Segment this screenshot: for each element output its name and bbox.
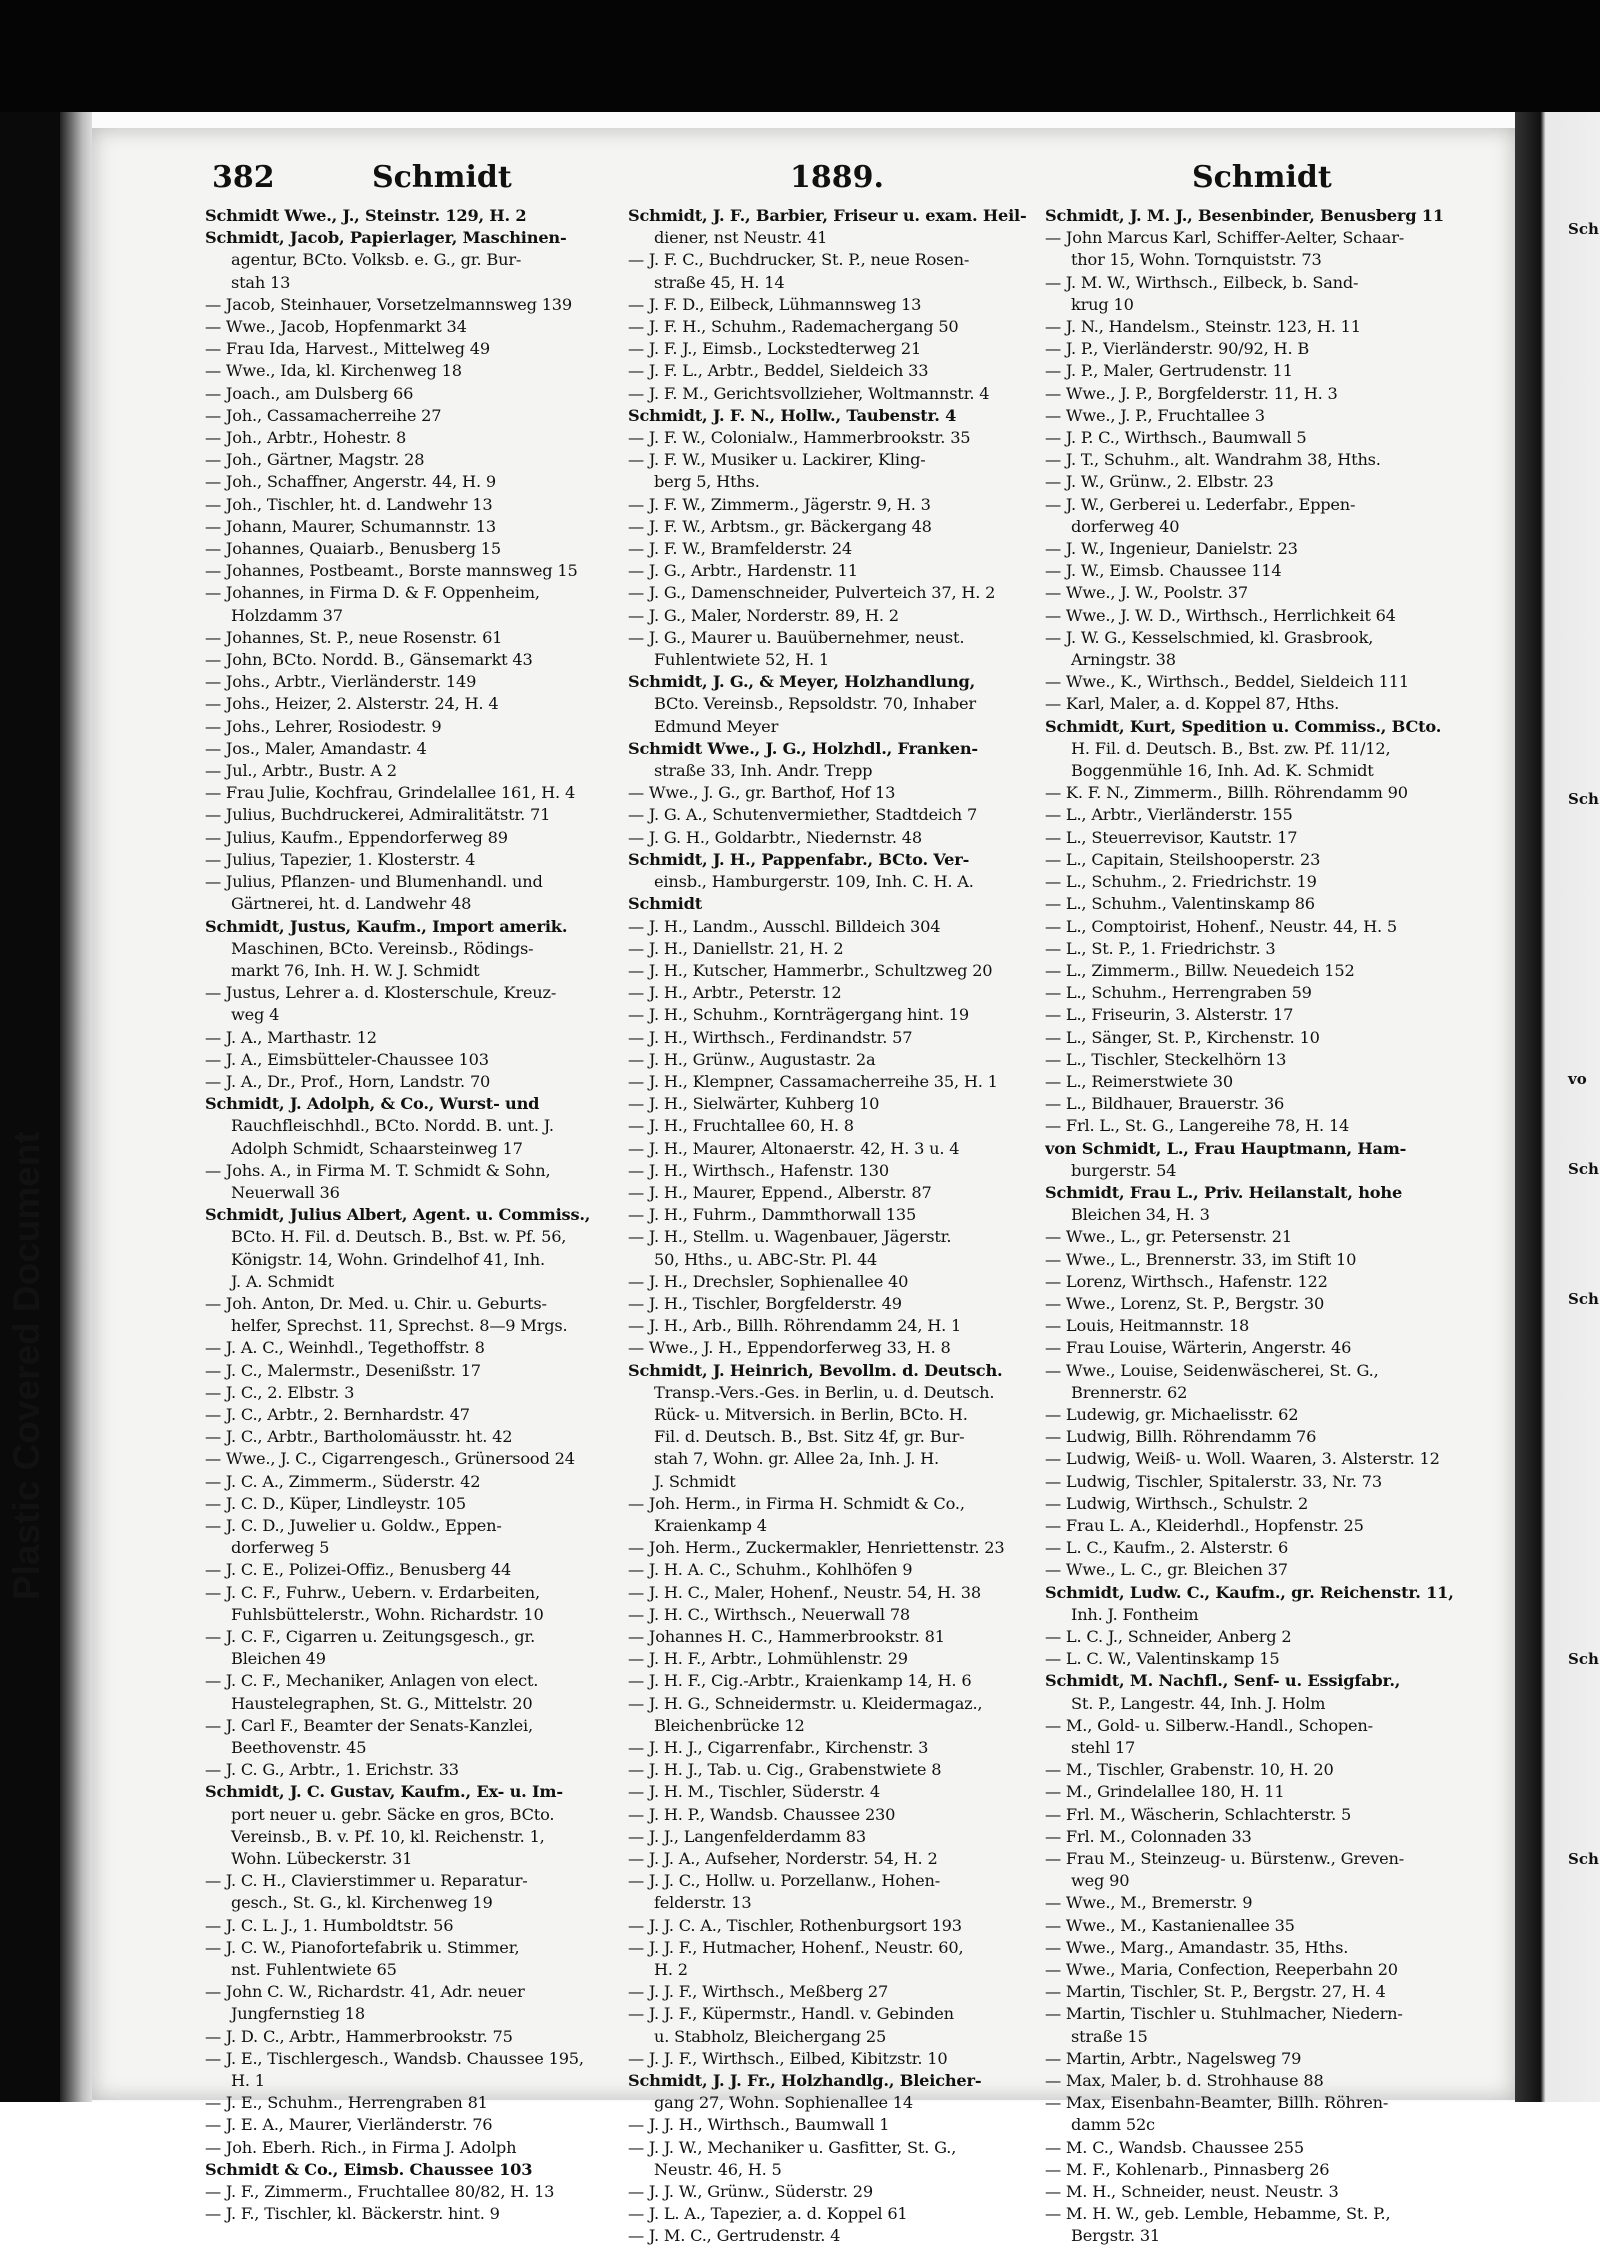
- directory-entry-line: thor 15, Wohn. Tornquiststr. 73: [1071, 250, 1322, 270]
- directory-entry-line: damm 52c: [1071, 2115, 1155, 2135]
- directory-entry-line: — J. J. C. A., Tischler, Rothenburgsort 193: [628, 1915, 962, 1935]
- directory-entry-line: — Johann, Maurer, Schumannstr. 13: [205, 516, 496, 536]
- directory-entry-line: — J. H., Schuhm., Kornträgergang hint. 19: [628, 1005, 969, 1025]
- directory-entry-line: Bleichen 34, H. 3: [1071, 1205, 1210, 1225]
- directory-entry-line: — J. H. F., Cig.-Arbtr., Kraienkamp 14, H. 6: [628, 1671, 972, 1691]
- directory-entry-line: — J. H., Maurer, Eppend., Alberstr. 87: [628, 1182, 932, 1202]
- directory-entry-line: — J. C. D., Küper, Lindleystr. 105: [205, 1493, 466, 1513]
- directory-entry-line: — J. J. F., Küpermstr., Handl. v. Gebinden: [628, 2004, 954, 2024]
- directory-entry-line: — Martin, Tischler u. Stuhlmacher, Niedern-: [1045, 2004, 1403, 2024]
- directory-entry-line: nst. Fuhlentwiete 65: [231, 1960, 397, 1980]
- directory-entry-line: — Julius, Kaufm., Eppendorferweg 89: [205, 827, 508, 847]
- directory-entry-line: — Joh. Herm., in Firma H. Schmidt & Co.,: [628, 1493, 965, 1513]
- side-label: [6, 1131, 48, 1600]
- directory-entry-line: — Frau Ida, Harvest., Mittelweg 49: [205, 339, 490, 359]
- directory-entry-line: Schmidt, Frau L., Priv. Heilanstalt, hohe: [1045, 1182, 1403, 1202]
- directory-entry-line: — Johannes, Quaiarb., Benusberg 15: [205, 539, 502, 559]
- directory-entry-line: — Joh., Schaffner, Angerstr. 44, H. 9: [205, 472, 496, 492]
- directory-entry-line: weg 4: [231, 1005, 280, 1025]
- directory-entry-line: — J. A., Marthastr. 12: [205, 1027, 377, 1047]
- directory-entry-line: — J. H. C., Wirthsch., Neuerwall 78: [628, 1604, 911, 1624]
- directory-entry-line: — J. N., Handelsm., Steinstr. 123, H. 11: [1045, 317, 1361, 337]
- directory-entry-line: — J. F., Zimmerm., Fruchtallee 80/82, H. 13: [205, 2182, 555, 2202]
- directory-entry-line: — L., Schuhm., Valentinskamp 86: [1045, 894, 1315, 914]
- directory-entry-line: — J. W. G., Kesselschmied, kl. Grasbrook,: [1045, 627, 1374, 647]
- directory-entry-line: — Johannes, St. P., neue Rosenstr. 61: [205, 627, 503, 647]
- directory-entry-line: — J. F. L., Arbtr., Beddel, Sieldeich 33: [628, 361, 929, 381]
- directory-entry-line: — J. H., Arbtr., Peterstr. 12: [628, 983, 842, 1003]
- directory-entry-line: — J. C., Malermstr., Desenißstr. 17: [205, 1360, 481, 1380]
- directory-entry-line: — L., Capitain, Steilshooperstr. 23: [1045, 849, 1321, 869]
- directory-entry-line: — J. F. W., Arbtsm., gr. Bäckergang 48: [628, 516, 932, 536]
- directory-entry-line: Fil. d. Deutsch. B., Bst. Sitz 4f, gr. Bur-: [654, 1427, 965, 1447]
- directory-entry-line: — Frau Louise, Wärterin, Angerstr. 46: [1045, 1338, 1352, 1358]
- directory-entry-line: — L., Steuerrevisor, Kautstr. 17: [1045, 827, 1298, 847]
- directory-entry-line: — Ludewig, gr. Michaelisstr. 62: [1045, 1404, 1299, 1424]
- directory-entry-line: Fuhlsbüttelerstr., Wohn. Richardstr. 10: [231, 1604, 544, 1624]
- directory-entry-line: — Max, Eisenbahn-Beamter, Billh. Röhren-: [1045, 2093, 1389, 2113]
- directory-entry-line: — Joh. Eberh. Rich., in Firma J. Adolph: [205, 2137, 517, 2157]
- directory-column-1: [205, 205, 615, 2225]
- directory-entry-line: u. Stabholz, Bleichergang 25: [654, 2026, 887, 2046]
- directory-entry-line: — Joh. Herm., Zuckermakler, Henriettenstr. 23: [628, 1538, 1005, 1558]
- directory-entry-line: — J. C. A., Zimmerm., Süderstr. 42: [205, 1471, 481, 1491]
- directory-entry-line: — J. F. W., Colonialw., Hammerbrookstr. 35: [628, 428, 971, 448]
- directory-entry-line: von Schmidt, L., Frau Hauptmann, Ham-: [1045, 1138, 1407, 1158]
- directory-entry-line: agentur, BCto. Volksb. e. G., gr. Bur-: [231, 250, 522, 270]
- directory-entry-line: — J. E., Schuhm., Herrengraben 81: [205, 2093, 488, 2113]
- directory-entry-line: — J. G., Arbtr., Hardenstr. 11: [628, 561, 858, 581]
- page-header-right-title: Schmidt: [1192, 160, 1332, 195]
- directory-entry-line: Schmidt, Ludw. C., Kaufm., gr. Reichenstr. 11,: [1045, 1582, 1454, 1602]
- directory-entry-line: Schmidt, J. H., Pappenfabr., BCto. Ver-: [628, 849, 970, 869]
- directory-entry-line: — J. H. F., Arbtr., Lohmühlenstr. 29: [628, 1649, 908, 1669]
- directory-entry-line: — L., Comptoirist, Hohenf., Neustr. 44, H. 5: [1045, 916, 1397, 936]
- directory-entry-line: Schmidt, J. Adolph, & Co., Wurst- und: [205, 1094, 540, 1114]
- directory-entry-line: — J. C. W., Pianofortefabrik u. Stimmer,: [205, 1937, 520, 1957]
- directory-entry-line: — John, BCto. Nordd. B., Gänsemarkt 43: [205, 650, 533, 670]
- directory-entry-line: — Wwe., J. H., Eppendorferweg 33, H. 8: [628, 1338, 951, 1358]
- directory-entry-line: gang 27, Wohn. Sophienallee 14: [654, 2093, 913, 2113]
- directory-entry-line: — Justus, Lehrer a. d. Klosterschule, Kreuz-: [205, 983, 557, 1003]
- directory-entry-line: gesch., St. G., kl. Kirchenweg 19: [231, 1893, 493, 1913]
- directory-entry-line: — J. H. J., Cigarrenfabr., Kirchenstr. 3: [628, 1738, 929, 1758]
- directory-entry-line: burgerstr. 54: [1071, 1160, 1177, 1180]
- directory-entry-line: berg 5, Hths.: [654, 472, 760, 492]
- directory-entry-line: — L., Tischler, Steckelhörn 13: [1045, 1049, 1287, 1069]
- directory-entry-line: — Johs., Heizer, 2. Alsterstr. 24, H. 4: [205, 694, 499, 714]
- directory-entry-line: — Wwe., J. P., Borgfelderstr. 11, H. 3: [1045, 383, 1338, 403]
- directory-entry-line: Schmidt, Julius Albert, Agent. u. Commiss.,: [205, 1205, 591, 1225]
- page-number: 382: [212, 160, 275, 195]
- directory-entry-line: Schmidt, Jacob, Papierlager, Maschinen-: [205, 228, 567, 248]
- directory-entry-line: — J. H. P., Wandsb. Chaussee 230: [628, 1804, 896, 1824]
- page-header-left-title: Schmidt: [372, 160, 512, 195]
- directory-entry-line: Wohn. Lübeckerstr. 31: [231, 1849, 413, 1869]
- directory-entry-line: — J. G., Maler, Norderstr. 89, H. 2: [628, 605, 899, 625]
- directory-entry-line: — Wwe., J. G., gr. Barthof, Hof 13: [628, 783, 896, 803]
- directory-entry-line: — J. A. C., Weinhdl., Tegethoffstr. 8: [205, 1338, 485, 1358]
- directory-entry-line: — Frl. M., Colonnaden 33: [1045, 1826, 1252, 1846]
- directory-entry-line: — J. J. W., Grünw., Süderstr. 29: [628, 2182, 873, 2202]
- directory-entry-line: — J. H. M., Tischler, Süderstr. 4: [628, 1782, 881, 1802]
- directory-entry-line: Neuerwall 36: [231, 1182, 340, 1202]
- directory-entry-line: — Frl. L., St. G., Langereihe 78, H. 14: [1045, 1116, 1350, 1136]
- directory-entry-line: Schmidt Wwe., J., Steinstr. 129, H. 2: [205, 206, 527, 225]
- directory-entry-line: — J. H., Fuhrm., Dammthorwall 135: [628, 1205, 917, 1225]
- directory-entry-line: — L., Reimerstwiete 30: [1045, 1071, 1233, 1091]
- directory-entry-line: — Julius, Buchdruckerei, Admiralitätstr. 71: [205, 805, 551, 825]
- directory-entry-line: — M. H., Schneider, neust. Neustr. 3: [1045, 2182, 1339, 2202]
- directory-entry-line: H. 2: [654, 1960, 688, 1980]
- directory-entry-line: — J. G. H., Goldarbtr., Niedernstr. 48: [628, 827, 923, 847]
- directory-entry-line: — J. J. F., Wirthsch., Meßberg 27: [628, 1982, 889, 2002]
- directory-entry-line: stah 13: [231, 272, 291, 292]
- directory-entry-line: — Johs., Lehrer, Rosiodestr. 9: [205, 716, 442, 736]
- directory-entry-line: — J. F. W., Musiker u. Lackirer, Kling-: [628, 450, 926, 470]
- directory-entry-line: — Jacob, Steinhauer, Vorsetzelmannsweg 139: [205, 294, 573, 314]
- directory-entry-line: — L., Friseurin, 3. Alsterstr. 17: [1045, 1005, 1294, 1025]
- directory-entry-line: straße 33, Inh. Andr. Trepp: [654, 761, 873, 781]
- directory-entry-line: — J. T., Schuhm., alt. Wandrahm 38, Hths.: [1045, 450, 1381, 470]
- directory-entry-line: — Wwe., L., gr. Petersenstr. 21: [1045, 1227, 1292, 1247]
- directory-entry-line: Edmund Meyer: [654, 716, 779, 736]
- directory-entry-line: — Wwe., Lorenz, St. P., Bergstr. 30: [1045, 1293, 1325, 1313]
- directory-entry-line: BCto. H. Fil. d. Deutsch. B., Bst. w. Pf. 56,: [231, 1227, 567, 1247]
- directory-entry-line: stah 7, Wohn. gr. Allee 2a, Inh. J. H.: [654, 1449, 939, 1469]
- directory-entry-line: Schmidt & Co., Eimsb. Chaussee 103: [205, 2159, 533, 2179]
- directory-entry-line: — Wwe., J. W. D., Wirthsch., Herrlichkeit 64: [1045, 605, 1396, 625]
- directory-entry-line: — Frau L. A., Kleiderhdl., Hopfenstr. 25: [1045, 1515, 1364, 1535]
- directory-entry-line: — Joh., Cassamacherreihe 27: [205, 405, 442, 425]
- directory-entry-line: J. A. Schmidt: [231, 1271, 334, 1291]
- directory-entry-line: — L., St. P., 1. Friedrichstr. 3: [1045, 938, 1276, 958]
- directory-entry-line: — J. H., Grünw., Augustastr. 2a: [628, 1049, 876, 1069]
- directory-entry-line: — J. H., Fruchtallee 60, H. 8: [628, 1116, 854, 1136]
- directory-entry-line: — Joh., Gärtner, Magstr. 28: [205, 450, 425, 470]
- directory-entry-line: Schmidt, Kurt, Spedition u. Commiss., BCto.: [1045, 716, 1442, 736]
- directory-entry-line: Vereinsb., B. v. Pf. 10, kl. Reichenstr. 1,: [231, 1826, 545, 1846]
- directory-entry-line: — J. P. C., Wirthsch., Baumwall 5: [1045, 428, 1307, 448]
- directory-entry-line: Adolph Schmidt, Schaarsteinweg 17: [231, 1138, 523, 1158]
- directory-entry-line: — Wwe., K., Wirthsch., Beddel, Sieldeich 111: [1045, 672, 1409, 692]
- directory-entry-line: — J. F. W., Bramfelderstr. 24: [628, 539, 853, 559]
- directory-entry-line: — J. A., Eimsbütteler-Chaussee 103: [205, 1049, 489, 1069]
- directory-entry-line: — Frau M., Steinzeug- u. Bürstenw., Greven-: [1045, 1849, 1405, 1869]
- directory-entry-line: — J. H. C., Maler, Hohenf., Neustr. 54, H. 38: [628, 1582, 982, 1602]
- directory-entry-line: — J. H. G., Schneidermstr. u. Kleidermagaz.,: [628, 1693, 983, 1713]
- directory-entry-line: — Johs. A., in Firma M. T. Schmidt & Sohn,: [205, 1160, 551, 1180]
- directory-entry-line: — John C. W., Richardstr. 41, Adr. neuer: [205, 1982, 525, 2002]
- directory-entry-line: Transp.-Vers.-Ges. in Berlin, u. d. Deutsch.: [654, 1382, 995, 1402]
- margin-fragment: Sch: [1568, 1850, 1599, 1868]
- directory-entry-line: — Martin, Arbtr., Nagelsweg 79: [1045, 2048, 1302, 2068]
- directory-entry-line: — J. W., Gerberei u. Lederfabr., Eppen-: [1045, 494, 1356, 514]
- directory-entry-line: — Wwe., J. C., Cigarrengesch., Grünersood 24: [205, 1449, 575, 1469]
- directory-entry-line: — Wwe., Jacob, Hopfenmarkt 34: [205, 317, 467, 337]
- directory-entry-line: — J. C. E., Polizei-Offiz., Benusberg 44: [205, 1560, 512, 1580]
- directory-entry-line: — Ludwig, Weiß- u. Woll. Waaren, 3. Alsterstr. 12: [1045, 1449, 1440, 1469]
- directory-entry-line: — J. W., Grünw., 2. Elbstr. 23: [1045, 472, 1274, 492]
- margin-fragment: Sch: [1568, 790, 1599, 808]
- directory-entry-line: — L. C. J., Schneider, Anberg 2: [1045, 1627, 1292, 1646]
- directory-entry-line: — J. L. A., Tapezier, a. d. Koppel 61: [628, 2204, 908, 2224]
- directory-entry-line: — Louis, Heitmannstr. 18: [1045, 1316, 1250, 1336]
- page-header-year: 1889.: [790, 160, 884, 195]
- directory-entry-line: Schmidt, J. G., & Meyer, Holzhandlung,: [628, 672, 976, 692]
- directory-entry-line: weg 90: [1071, 1871, 1130, 1891]
- directory-entry-line: — J. H., Landm., Ausschl. Billdeich 304: [628, 916, 941, 936]
- directory-entry-line: Schmidt, J. Heinrich, Bevollm. d. Deutsch.: [628, 1360, 1003, 1380]
- directory-entry-line: — J. G., Damenschneider, Pulverteich 37, H. 2: [628, 583, 996, 603]
- directory-entry-line: stehl 17: [1071, 1738, 1136, 1758]
- directory-entry-line: Schmidt, J. F. N., Hollw., Taubenstr. 4: [628, 405, 957, 425]
- directory-entry-line: Holzdamm 37: [231, 605, 343, 625]
- directory-entry-line: — J. H., Wirthsch., Hafenstr. 130: [628, 1160, 889, 1180]
- directory-entry-line: — Wwe., Maria, Confection, Reeperbahn 20: [1045, 1960, 1398, 1980]
- directory-entry-line: — Julius, Tapezier, 1. Klosterstr. 4: [205, 849, 476, 869]
- directory-entry-line: — J. C., Arbtr., Bartholomäusstr. ht. 42: [205, 1427, 513, 1447]
- directory-entry-line: Schmidt, J. F., Barbier, Friseur u. exam. Heil-: [628, 206, 1027, 225]
- directory-entry-line: — J. J. A., Aufseher, Norderstr. 54, H. 2: [628, 1849, 938, 1869]
- directory-entry-line: — Wwe., M., Kastanienallee 35: [1045, 1915, 1295, 1935]
- directory-entry-line: — J. C. G., Arbtr., 1. Erichstr. 33: [205, 1760, 459, 1780]
- directory-entry-line: — L., Zimmerm., Billw. Neuedeich 152: [1045, 960, 1355, 980]
- directory-entry-line: — L., Schuhm., 2. Friedrichstr. 19: [1045, 872, 1317, 892]
- directory-entry-line: — J. H. A. C., Schuhm., Kohlhöfen 9: [628, 1560, 913, 1580]
- directory-entry-line: — J. C. F., Cigarren u. Zeitungsgesch., gr.: [205, 1627, 536, 1646]
- directory-entry-line: Jungfernstieg 18: [231, 2004, 365, 2024]
- directory-entry-line: — J. E. A., Maurer, Vierländerstr. 76: [205, 2115, 493, 2135]
- directory-entry-line: — J. C., Arbtr., 2. Bernhardstr. 47: [205, 1404, 470, 1424]
- directory-entry-line: — J. J. F., Hutmacher, Hohenf., Neustr. 60,: [628, 1937, 964, 1957]
- directory-entry-line: — Wwe., J. P., Fruchtallee 3: [1045, 405, 1265, 425]
- margin-fragment: Sch: [1568, 1650, 1599, 1668]
- directory-entry-line: Gärtnerei, ht. d. Landwehr 48: [231, 894, 472, 914]
- side-label-text: Plastic Covered Document: [6, 1131, 47, 1600]
- directory-entry-line: — Ludwig, Wirthsch., Schulstr. 2: [1045, 1493, 1309, 1513]
- directory-entry-line: — J. J., Langenfelderdamm 83: [628, 1826, 867, 1846]
- directory-entry-line: diener, nst Neustr. 41: [654, 228, 828, 248]
- directory-entry-line: — J. C. F., Fuhrw., Uebern. v. Erdarbeiten,: [205, 1582, 540, 1602]
- directory-entry-line: felderstr. 13: [654, 1893, 752, 1913]
- top-dark-border: [0, 0, 1600, 112]
- directory-entry-line: — Wwe., L., Brennerstr. 33, im Stift 10: [1045, 1249, 1357, 1269]
- directory-entry-line: — J. H., Drechsler, Sophienallee 40: [628, 1271, 909, 1291]
- directory-entry-line: port neuer u. gebr. Säcke en gros, BCto.: [231, 1804, 555, 1824]
- directory-entry-line: Arningstr. 38: [1071, 650, 1176, 670]
- directory-entry-line: 50, Hths., u. ABC-Str. Pl. 44: [654, 1249, 878, 1269]
- directory-entry-line: — J. C., 2. Elbstr. 3: [205, 1382, 355, 1402]
- directory-entry-line: — Karl, Maler, a. d. Koppel 87, Hths.: [1045, 694, 1340, 714]
- directory-entry-line: St. P., Langestr. 44, Inh. J. Holm: [1071, 1693, 1326, 1713]
- directory-entry-line: — J. F. J., Eimsb., Lockstedterweg 21: [628, 339, 922, 359]
- directory-entry-line: Inh. J. Fontheim: [1071, 1604, 1199, 1624]
- directory-entry-line: straße 45, H. 14: [654, 272, 785, 292]
- directory-entry-line: Haustelegraphen, St. G., Mittelstr. 20: [231, 1693, 533, 1713]
- directory-entry-line: — Jos., Maler, Amandastr. 4: [205, 738, 427, 758]
- directory-entry-line: Schmidt: [628, 894, 702, 914]
- directory-entry-line: Brennerstr. 62: [1071, 1382, 1188, 1402]
- directory-entry-line: — Ludwig, Tischler, Spitalerstr. 33, Nr. 73: [1045, 1471, 1382, 1491]
- directory-entry-line: — Johannes, Postbeamt., Borste mannsweg 15: [205, 561, 578, 581]
- directory-entry-line: Kraienkamp 4: [654, 1515, 767, 1535]
- directory-entry-line: Rauchfleischhdl., BCto. Nordd. B. unt. J.: [231, 1116, 554, 1136]
- directory-entry-line: — J. H. J., Tab. u. Cig., Grabenstwiete 8: [628, 1760, 942, 1780]
- directory-entry-line: — Joh., Arbtr., Hohestr. 8: [205, 428, 407, 448]
- margin-fragment: Sch: [1568, 1160, 1599, 1178]
- book-spine: [60, 112, 92, 2102]
- directory-entry-line: — J. J. F., Wirthsch., Eilbed, Kibitzstr. 10: [628, 2048, 948, 2068]
- directory-entry-line: — Johannes H. C., Hammerbrookstr. 81: [628, 1627, 945, 1646]
- directory-entry-line: — Joach., am Dulsberg 66: [205, 383, 414, 403]
- margin-fragment: vo: [1568, 1070, 1587, 1088]
- directory-entry-line: — L., Schuhm., Herrengraben 59: [1045, 983, 1312, 1003]
- left-dark-border: [0, 112, 60, 2102]
- directory-entry-line: — Julius, Pflanzen- und Blumenhandl. und: [205, 872, 543, 892]
- directory-entry-line: markt 76, Inh. H. W. J. Schmidt: [231, 960, 480, 980]
- directory-entry-line: — J. E., Tischlergesch., Wandsb. Chaussee 195,: [205, 2048, 584, 2068]
- directory-entry-line: dorferweg 5: [231, 1538, 330, 1558]
- directory-entry-line: krug 10: [1071, 294, 1134, 314]
- directory-entry-line: — L., Arbtr., Vierländerstr. 155: [1045, 805, 1293, 825]
- directory-entry-line: — John Marcus Karl, Schiffer-Aelter, Schaar-: [1045, 228, 1405, 248]
- directory-entry-line: — M. H. W., geb. Lemble, Hebamme, St. P.,: [1045, 2204, 1391, 2224]
- directory-entry-line: H. 1: [231, 2071, 265, 2091]
- directory-entry-line: BCto. Vereinsb., Repsoldstr. 70, Inhaber: [654, 694, 976, 714]
- directory-entry-line: — J. H., Wirthsch., Ferdinandstr. 57: [628, 1027, 913, 1047]
- directory-entry-line: — M. C., Wandsb. Chaussee 255: [1045, 2137, 1304, 2157]
- directory-entry-line: — J. F. M., Gerichtsvollzieher, Woltmannstr. 4: [628, 383, 990, 403]
- directory-entry-line: — Johs., Arbtr., Vierländerstr. 149: [205, 672, 477, 692]
- directory-entry-line: — J. G. A., Schutenvermiether, Stadtdeich 7: [628, 805, 978, 825]
- directory-entry-line: — J. D. C., Arbtr., Hammerbrookstr. 75: [205, 2026, 513, 2046]
- directory-entry-line: Boggenmühle 16, Inh. Ad. K. Schmidt: [1071, 761, 1374, 781]
- directory-column-2: [628, 205, 1038, 2248]
- directory-entry-line: — J. C. L. J., 1. Humboldtstr. 56: [205, 1915, 454, 1935]
- directory-entry-line: J. Schmidt: [654, 1471, 736, 1491]
- directory-entry-line: Beethovenstr. 45: [231, 1738, 367, 1758]
- directory-entry-line: — J. M. C., Gertrudenstr. 4: [628, 2226, 841, 2246]
- directory-entry-line: Rück- u. Mitversich. in Berlin, BCto. H.: [654, 1404, 968, 1424]
- directory-entry-line: — J. G., Maurer u. Bauübernehmer, neust.: [628, 627, 965, 647]
- directory-entry-line: Bergstr. 31: [1071, 2226, 1161, 2246]
- directory-entry-line: — J. P., Vierländerstr. 90/92, H. B: [1045, 339, 1310, 359]
- directory-entry-line: helfer, Sprechst. 11, Sprechst. 8—9 Mrgs.: [231, 1316, 568, 1336]
- directory-entry-line: — Joh., Tischler, ht. d. Landwehr 13: [205, 494, 493, 514]
- directory-entry-line: Maschinen, BCto. Vereinsb., Rödings-: [231, 938, 534, 958]
- directory-entry-line: — J. F. W., Zimmerm., Jägerstr. 9, H. 3: [628, 494, 931, 514]
- directory-entry-line: — Wwe., M., Bremerstr. 9: [1045, 1893, 1253, 1913]
- directory-entry-line: Fuhlentwiete 52, H. 1: [654, 650, 830, 670]
- directory-entry-line: — J. W., Eimsb. Chaussee 114: [1045, 561, 1282, 581]
- directory-entry-line: Schmidt, Justus, Kaufm., Import amerik.: [205, 916, 568, 936]
- directory-entry-line: — J. J. W., Mechaniker u. Gasfitter, St. G.,: [628, 2137, 957, 2157]
- directory-entry-line: — Johannes, in Firma D. & F. Oppenheim,: [205, 583, 540, 603]
- directory-entry-line: — J. P., Maler, Gertrudenstr. 11: [1045, 361, 1293, 381]
- directory-column-3: [1045, 205, 1455, 2248]
- margin-fragment: Sch: [1568, 220, 1599, 238]
- directory-entry-line: — L., Bildhauer, Brauerstr. 36: [1045, 1094, 1285, 1114]
- directory-entry-line: — J. M. W., Wirthsch., Eilbeck, b. Sand-: [1045, 272, 1359, 292]
- directory-entry-line: Schmidt, J. J. Fr., Holzhandlg., Bleicher-: [628, 2071, 982, 2091]
- directory-entry-line: — J. F. C., Buchdrucker, St. P., neue Rosen-: [628, 250, 970, 270]
- directory-entry-line: — Martin, Tischler, St. P., Bergstr. 27, H. 4: [1045, 1982, 1386, 2002]
- directory-entry-line: — M., Tischler, Grabenstr. 10, H. 20: [1045, 1760, 1334, 1780]
- directory-entry-line: — J. F. H., Schuhm., Rademachergang 50: [628, 317, 959, 337]
- directory-entry-line: — Frl. M., Wäscherin, Schlachterstr. 5: [1045, 1804, 1352, 1824]
- directory-entry-line: Bleichen 49: [231, 1649, 326, 1669]
- directory-entry-line: — J. Carl F., Beamter der Senats-Kanzlei,: [205, 1715, 533, 1735]
- directory-entry-line: — J. H., Kutscher, Hammerbr., Schultzweg 20: [628, 960, 993, 980]
- directory-entry-line: — Joh. Anton, Dr. Med. u. Chir. u. Geburts-: [205, 1293, 547, 1313]
- directory-entry-line: — J. W., Ingenieur, Danielstr. 23: [1045, 539, 1298, 559]
- directory-entry-line: Schmidt, J. C. Gustav, Kaufm., Ex- u. Im-: [205, 1782, 563, 1802]
- directory-entry-line: — L. C. W., Valentinskamp 15: [1045, 1649, 1280, 1669]
- directory-entry-line: Bleichenbrücke 12: [654, 1715, 805, 1735]
- directory-entry-line: — Wwe., Ida, kl. Kirchenweg 18: [205, 361, 462, 381]
- directory-entry-line: — J. H., Klempner, Cassamacherreihe 35, H. 1: [628, 1071, 998, 1091]
- directory-entry-line: — J. H., Arb., Billh. Röhrendamm 24, H. 1: [628, 1316, 962, 1336]
- directory-entry-line: — J. H., Stellm. u. Wagenbauer, Jägerstr.: [628, 1227, 952, 1247]
- directory-entry-line: Schmidt, M. Nachfl., Senf- u. Essigfabr.,: [1045, 1671, 1401, 1691]
- directory-entry-line: — K. F. N., Zimmerm., Billh. Röhrendamm 90: [1045, 783, 1408, 803]
- directory-entry-line: — L., Sänger, St. P., Kirchenstr. 10: [1045, 1027, 1320, 1047]
- directory-entry-line: — J. C. H., Clavierstimmer u. Reparatur-: [205, 1871, 528, 1891]
- directory-entry-line: Schmidt Wwe., J. G., Holzhdl., Franken-: [628, 738, 978, 758]
- directory-entry-line: — Wwe., Marg., Amandastr. 35, Hths.: [1045, 1937, 1349, 1957]
- directory-entry-line: einsb., Hamburgerstr. 109, Inh. C. H. A.: [654, 872, 974, 892]
- directory-entry-line: — Ludwig, Billh. Röhrendamm 76: [1045, 1427, 1317, 1447]
- directory-entry-line: — J. J. H., Wirthsch., Baumwall 1: [628, 2115, 890, 2135]
- directory-entry-line: — J. J. C., Hollw. u. Porzellanw., Hohen-: [628, 1871, 940, 1891]
- directory-entry-line: — Frau Julie, Kochfrau, Grindelallee 161, H. 4: [205, 783, 576, 803]
- directory-entry-line: — Lorenz, Wirthsch., Hafenstr. 122: [1045, 1271, 1328, 1291]
- directory-entry-line: — M. F., Kohlenarb., Pinnasberg 26: [1045, 2159, 1330, 2179]
- directory-entry-line: — J. H., Daniellstr. 21, H. 2: [628, 938, 844, 958]
- directory-entry-line: — J. F., Tischler, kl. Bäckerstr. hint. 9: [205, 2204, 500, 2224]
- directory-entry-line: — J. H., Sielwärter, Kuhberg 10: [628, 1094, 880, 1114]
- directory-entry-line: Neustr. 46, H. 5: [654, 2159, 782, 2179]
- directory-entry-line: — J. F. D., Eilbeck, Lühmannsweg 13: [628, 294, 922, 314]
- directory-entry-line: Königstr. 14, Wohn. Grindelhof 41, Inh.: [231, 1249, 545, 1269]
- directory-entry-line: — M., Gold- u. Silberw.-Handl., Schopen-: [1045, 1715, 1373, 1735]
- directory-entry-line: — Jul., Arbtr., Bustr. A 2: [205, 761, 397, 781]
- directory-entry-line: — J. H., Tischler, Borgfelderstr. 49: [628, 1293, 902, 1313]
- directory-entry-line: H. Fil. d. Deutsch. B., Bst. zw. Pf. 11/12,: [1071, 738, 1391, 758]
- directory-entry-line: — J. C. D., Juwelier u. Goldw., Eppen-: [205, 1515, 502, 1535]
- directory-entry-line: — Wwe., Louise, Seidenwäscherei, St. G.,: [1045, 1360, 1379, 1380]
- directory-entry-line: — L. C., Kaufm., 2. Alsterstr. 6: [1045, 1538, 1289, 1558]
- directory-entry-line: — Wwe., L. C., gr. Bleichen 37: [1045, 1560, 1288, 1580]
- directory-entry-line: — Max, Maler, b. d. Strohhause 88: [1045, 2071, 1324, 2091]
- next-page-edge: [1515, 112, 1600, 2102]
- directory-entry-line: — Wwe., J. W., Poolstr. 37: [1045, 583, 1248, 603]
- directory-entry-line: dorferweg 40: [1071, 516, 1180, 536]
- directory-entry-line: Schmidt, J. M. J., Besenbinder, Benusberg 11: [1045, 206, 1444, 225]
- directory-entry-line: — J. C. F., Mechaniker, Anlagen von elect.: [205, 1671, 539, 1691]
- directory-entry-line: — J. A., Dr., Prof., Horn, Landstr. 70: [205, 1071, 491, 1091]
- directory-entry-line: — J. H., Maurer, Altonaerstr. 42, H. 3 u. 4: [628, 1138, 960, 1158]
- margin-fragment: Sch: [1568, 1290, 1599, 1308]
- directory-entry-line: — M., Grindelallee 180, H. 11: [1045, 1782, 1285, 1802]
- directory-entry-line: straße 15: [1071, 2026, 1148, 2046]
